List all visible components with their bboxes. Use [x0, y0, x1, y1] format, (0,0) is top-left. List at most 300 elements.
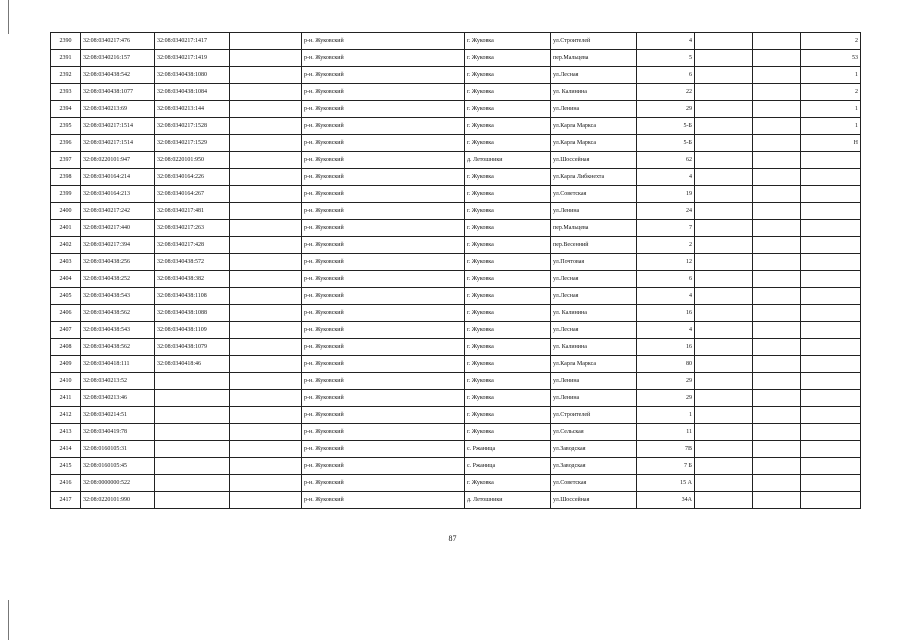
cadastral-number-cell: 32:08:0340438:562: [81, 339, 155, 356]
cadastral-number-cell: 32:08:0340438:543: [81, 288, 155, 305]
related-cadastral-number-cell: 32:08:0340438:1084: [155, 84, 230, 101]
scan-edge-mark-top: [8, 0, 9, 34]
empty-cell: [753, 424, 801, 441]
house-number-cell: 22: [637, 84, 695, 101]
apartment-number-cell: [801, 220, 861, 237]
street-cell: ул.Лесная: [551, 288, 637, 305]
street-cell: ул.Советская: [551, 186, 637, 203]
apartment-number-cell: [801, 407, 861, 424]
empty-cell: [695, 101, 753, 118]
house-number-cell: 16: [637, 305, 695, 322]
empty-cell: [753, 271, 801, 288]
cadastral-number-cell: 32:08:0340214:51: [81, 407, 155, 424]
street-cell: ул.Карла Маркса: [551, 135, 637, 152]
row-number-cell: 2406: [51, 305, 81, 322]
empty-cell: [230, 424, 302, 441]
empty-cell: [230, 254, 302, 271]
related-cadastral-number-cell: [155, 407, 230, 424]
cadastral-number-cell: 32:08:0340438:252: [81, 271, 155, 288]
apartment-number-cell: 53: [801, 50, 861, 67]
street-cell: ул. Калинина: [551, 84, 637, 101]
cadastral-number-cell: 32:08:0340438:542: [81, 67, 155, 84]
house-number-cell: 6: [637, 67, 695, 84]
district-cell: р-н. Жуковский: [302, 152, 465, 169]
row-number-cell: 2417: [51, 492, 81, 509]
district-cell: р-н. Жуковский: [302, 220, 465, 237]
empty-cell: [230, 475, 302, 492]
table-row: [51, 118, 861, 135]
empty-cell: [695, 339, 753, 356]
empty-cell: [230, 237, 302, 254]
settlement-cell: г. Жуковка: [465, 475, 551, 492]
empty-cell: [753, 390, 801, 407]
settlement-cell: г. Жуковка: [465, 254, 551, 271]
empty-cell: [753, 135, 801, 152]
table-row: [51, 441, 861, 458]
empty-cell: [230, 339, 302, 356]
empty-cell: [695, 118, 753, 135]
table-row: [51, 67, 861, 84]
apartment-number-cell: [801, 254, 861, 271]
house-number-cell: 5-Б: [637, 118, 695, 135]
row-number-cell: 2401: [51, 220, 81, 237]
cadastral-number-cell: 32:08:0340438:1077: [81, 84, 155, 101]
house-number-cell: 29: [637, 373, 695, 390]
apartment-number-cell: [801, 492, 861, 509]
settlement-cell: г. Жуковка: [465, 33, 551, 50]
settlement-cell: г. Жуковка: [465, 288, 551, 305]
street-cell: ул.Шоссейная: [551, 152, 637, 169]
empty-cell: [753, 220, 801, 237]
table-row: [51, 339, 861, 356]
district-cell: р-н. Жуковский: [302, 271, 465, 288]
row-number-cell: 2412: [51, 407, 81, 424]
cadastral-number-cell: 32:08:0340217:440: [81, 220, 155, 237]
cadastral-number-cell: 32:08:0340217:394: [81, 237, 155, 254]
scan-edge-mark-bottom: [8, 600, 9, 640]
empty-cell: [230, 50, 302, 67]
apartment-number-cell: [801, 186, 861, 203]
empty-cell: [753, 441, 801, 458]
cadastral-number-cell: 32:08:0340217:1514: [81, 135, 155, 152]
related-cadastral-number-cell: 32:08:0340217:1529: [155, 135, 230, 152]
row-number-cell: 2398: [51, 169, 81, 186]
street-cell: ул.Лесная: [551, 67, 637, 84]
empty-cell: [753, 356, 801, 373]
registry-table: [50, 32, 861, 509]
settlement-cell: г. Жуковка: [465, 118, 551, 135]
street-cell: ул.Лесная: [551, 322, 637, 339]
row-number-cell: 2416: [51, 475, 81, 492]
table-row: [51, 288, 861, 305]
empty-cell: [753, 288, 801, 305]
district-cell: р-н. Жуковский: [302, 135, 465, 152]
related-cadastral-number-cell: 32:08:0340438:1088: [155, 305, 230, 322]
empty-cell: [753, 50, 801, 67]
row-number-cell: 2409: [51, 356, 81, 373]
apartment-number-cell: [801, 169, 861, 186]
cadastral-number-cell: 32:08:0340217:476: [81, 33, 155, 50]
empty-cell: [230, 135, 302, 152]
empty-cell: [230, 441, 302, 458]
cadastral-number-cell: 32:08:0340419:78: [81, 424, 155, 441]
table-row: [51, 356, 861, 373]
cadastral-number-cell: 32:08:0340164:214: [81, 169, 155, 186]
settlement-cell: г. Жуковка: [465, 101, 551, 118]
house-number-cell: 19: [637, 186, 695, 203]
empty-cell: [695, 84, 753, 101]
row-number-cell: 2394: [51, 101, 81, 118]
empty-cell: [695, 356, 753, 373]
settlement-cell: г. Жуковка: [465, 67, 551, 84]
empty-cell: [695, 390, 753, 407]
related-cadastral-number-cell: [155, 373, 230, 390]
related-cadastral-number-cell: 32:08:0340217:481: [155, 203, 230, 220]
district-cell: р-н. Жуковский: [302, 254, 465, 271]
empty-cell: [695, 492, 753, 509]
district-cell: р-н. Жуковский: [302, 50, 465, 67]
district-cell: р-н. Жуковский: [302, 118, 465, 135]
apartment-number-cell: [801, 203, 861, 220]
house-number-cell: 12: [637, 254, 695, 271]
row-number-cell: 2397: [51, 152, 81, 169]
table-row: [51, 186, 861, 203]
empty-cell: [753, 339, 801, 356]
apartment-number-cell: [801, 237, 861, 254]
settlement-cell: г. Жуковка: [465, 50, 551, 67]
row-number-cell: 2413: [51, 424, 81, 441]
cadastral-number-cell: 32:08:0340418:111: [81, 356, 155, 373]
empty-cell: [230, 305, 302, 322]
street-cell: ул.Карла Маркса: [551, 118, 637, 135]
settlement-cell: г. Жуковка: [465, 169, 551, 186]
empty-cell: [753, 458, 801, 475]
table-row: [51, 254, 861, 271]
apartment-number-cell: [801, 322, 861, 339]
street-cell: ул.Карла Маркса: [551, 356, 637, 373]
house-number-cell: 5: [637, 50, 695, 67]
empty-cell: [230, 84, 302, 101]
related-cadastral-number-cell: 32:08:0340217:1528: [155, 118, 230, 135]
settlement-cell: д. Летошники: [465, 152, 551, 169]
apartment-number-cell: [801, 441, 861, 458]
empty-cell: [695, 441, 753, 458]
table-row: [51, 84, 861, 101]
empty-cell: [230, 33, 302, 50]
related-cadastral-number-cell: 32:08:0340217:428: [155, 237, 230, 254]
empty-cell: [753, 203, 801, 220]
settlement-cell: г. Жуковка: [465, 339, 551, 356]
empty-cell: [230, 101, 302, 118]
table-row: [51, 152, 861, 169]
empty-cell: [753, 407, 801, 424]
registry-table-body: [51, 33, 861, 509]
district-cell: р-н. Жуковский: [302, 424, 465, 441]
related-cadastral-number-cell: 32:08:0340217:263: [155, 220, 230, 237]
district-cell: р-н. Жуковский: [302, 441, 465, 458]
empty-cell: [695, 271, 753, 288]
related-cadastral-number-cell: 32:08:0340438:1108: [155, 288, 230, 305]
row-number-cell: 2407: [51, 322, 81, 339]
related-cadastral-number-cell: 32:08:0340438:1109: [155, 322, 230, 339]
house-number-cell: 7В: [637, 441, 695, 458]
district-cell: р-н. Жуковский: [302, 339, 465, 356]
empty-cell: [753, 33, 801, 50]
empty-cell: [230, 220, 302, 237]
settlement-cell: г. Жуковка: [465, 220, 551, 237]
row-number-cell: 2390: [51, 33, 81, 50]
empty-cell: [695, 475, 753, 492]
district-cell: р-н. Жуковский: [302, 390, 465, 407]
street-cell: ул.Ленина: [551, 390, 637, 407]
empty-cell: [695, 305, 753, 322]
empty-cell: [230, 373, 302, 390]
row-number-cell: 2408: [51, 339, 81, 356]
house-number-cell: 6: [637, 271, 695, 288]
table-row: [51, 33, 861, 50]
settlement-cell: д. Летошники: [465, 492, 551, 509]
apartment-number-cell: [801, 390, 861, 407]
street-cell: ул.Сельская: [551, 424, 637, 441]
empty-cell: [753, 152, 801, 169]
street-cell: пер.Мальцева: [551, 50, 637, 67]
row-number-cell: 2403: [51, 254, 81, 271]
empty-cell: [695, 373, 753, 390]
settlement-cell: г. Жуковка: [465, 237, 551, 254]
apartment-number-cell: [801, 305, 861, 322]
related-cadastral-number-cell: 32:08:0340418:46: [155, 356, 230, 373]
related-cadastral-number-cell: 32:08:0340438:382: [155, 271, 230, 288]
related-cadastral-number-cell: 32:08:0340164:226: [155, 169, 230, 186]
row-number-cell: 2392: [51, 67, 81, 84]
settlement-cell: г. Жуковка: [465, 424, 551, 441]
row-number-cell: 2400: [51, 203, 81, 220]
empty-cell: [753, 84, 801, 101]
apartment-number-cell: [801, 152, 861, 169]
settlement-cell: с. Ржаница: [465, 458, 551, 475]
related-cadastral-number-cell: 32:08:0340438:1080: [155, 67, 230, 84]
cadastral-number-cell: 32:08:0340213:46: [81, 390, 155, 407]
house-number-cell: 29: [637, 101, 695, 118]
house-number-cell: 2: [637, 237, 695, 254]
empty-cell: [230, 152, 302, 169]
street-cell: ул.Строителей: [551, 33, 637, 50]
house-number-cell: 4: [637, 33, 695, 50]
apartment-number-cell: Н: [801, 135, 861, 152]
street-cell: ул. Калинина: [551, 305, 637, 322]
house-number-cell: 7: [637, 220, 695, 237]
table-row: [51, 373, 861, 390]
table-row: [51, 458, 861, 475]
settlement-cell: с. Ржаница: [465, 441, 551, 458]
apartment-number-cell: [801, 356, 861, 373]
empty-cell: [695, 169, 753, 186]
table-row: [51, 135, 861, 152]
empty-cell: [753, 186, 801, 203]
table-row: [51, 50, 861, 67]
house-number-cell: 29: [637, 390, 695, 407]
table-row: [51, 237, 861, 254]
cadastral-number-cell: 32:08:0340438:543: [81, 322, 155, 339]
related-cadastral-number-cell: [155, 424, 230, 441]
cadastral-number-cell: 32:08:0220101:990: [81, 492, 155, 509]
empty-cell: [230, 390, 302, 407]
settlement-cell: г. Жуковка: [465, 305, 551, 322]
related-cadastral-number-cell: 32:08:0340213:144: [155, 101, 230, 118]
cadastral-number-cell: 32:08:0000000:522: [81, 475, 155, 492]
table-row: [51, 322, 861, 339]
district-cell: р-н. Жуковский: [302, 84, 465, 101]
row-number-cell: 2399: [51, 186, 81, 203]
empty-cell: [695, 237, 753, 254]
row-number-cell: 2415: [51, 458, 81, 475]
district-cell: р-н. Жуковский: [302, 237, 465, 254]
related-cadastral-number-cell: 32:08:0340438:1079: [155, 339, 230, 356]
cadastral-number-cell: 32:08:0220101:947: [81, 152, 155, 169]
related-cadastral-number-cell: [155, 458, 230, 475]
table-row: [51, 271, 861, 288]
empty-cell: [753, 373, 801, 390]
house-number-cell: 62: [637, 152, 695, 169]
table-row: [51, 203, 861, 220]
row-number-cell: 2410: [51, 373, 81, 390]
empty-cell: [753, 492, 801, 509]
empty-cell: [753, 254, 801, 271]
empty-cell: [753, 118, 801, 135]
empty-cell: [230, 169, 302, 186]
row-number-cell: 2395: [51, 118, 81, 135]
district-cell: р-н. Жуковский: [302, 458, 465, 475]
district-cell: р-н. Жуковский: [302, 288, 465, 305]
row-number-cell: 2396: [51, 135, 81, 152]
empty-cell: [230, 407, 302, 424]
apartment-number-cell: 1: [801, 118, 861, 135]
empty-cell: [230, 356, 302, 373]
street-cell: ул.Шоссейная: [551, 492, 637, 509]
apartment-number-cell: [801, 458, 861, 475]
street-cell: ул.Заводская: [551, 458, 637, 475]
row-number-cell: 2402: [51, 237, 81, 254]
empty-cell: [695, 322, 753, 339]
page-number: 87: [448, 534, 457, 543]
house-number-cell: 1: [637, 407, 695, 424]
district-cell: р-н. Жуковский: [302, 169, 465, 186]
table-row: [51, 407, 861, 424]
empty-cell: [753, 237, 801, 254]
empty-cell: [695, 50, 753, 67]
house-number-cell: 34А: [637, 492, 695, 509]
settlement-cell: г. Жуковка: [465, 271, 551, 288]
empty-cell: [695, 186, 753, 203]
settlement-cell: г. Жуковка: [465, 407, 551, 424]
empty-cell: [753, 475, 801, 492]
related-cadastral-number-cell: [155, 492, 230, 509]
apartment-number-cell: [801, 271, 861, 288]
apartment-number-cell: 2: [801, 33, 861, 50]
empty-cell: [753, 101, 801, 118]
empty-cell: [230, 271, 302, 288]
apartment-number-cell: 1: [801, 67, 861, 84]
empty-cell: [753, 305, 801, 322]
house-number-cell: 80: [637, 356, 695, 373]
empty-cell: [695, 135, 753, 152]
row-number-cell: 2414: [51, 441, 81, 458]
street-cell: ул.Почтовая: [551, 254, 637, 271]
district-cell: р-н. Жуковский: [302, 203, 465, 220]
house-number-cell: 4: [637, 322, 695, 339]
cadastral-number-cell: 32:08:0340216:157: [81, 50, 155, 67]
cadastral-number-cell: 32:08:0160105:45: [81, 458, 155, 475]
empty-cell: [753, 322, 801, 339]
street-cell: ул.Ленина: [551, 373, 637, 390]
street-cell: пер.Мальцева: [551, 220, 637, 237]
empty-cell: [695, 424, 753, 441]
cadastral-number-cell: 32:08:0340217:242: [81, 203, 155, 220]
related-cadastral-number-cell: 32:08:0340217:1419: [155, 50, 230, 67]
related-cadastral-number-cell: 32:08:0340438:572: [155, 254, 230, 271]
table-row: [51, 101, 861, 118]
empty-cell: [230, 458, 302, 475]
empty-cell: [230, 492, 302, 509]
settlement-cell: г. Жуковка: [465, 135, 551, 152]
street-cell: пер.Весенний: [551, 237, 637, 254]
district-cell: р-н. Жуковский: [302, 356, 465, 373]
table-row: [51, 492, 861, 509]
row-number-cell: 2404: [51, 271, 81, 288]
cadastral-number-cell: 32:08:0340164:213: [81, 186, 155, 203]
district-cell: р-н. Жуковский: [302, 67, 465, 84]
related-cadastral-number-cell: 32:08:0220101:950: [155, 152, 230, 169]
empty-cell: [695, 288, 753, 305]
street-cell: ул.Ленина: [551, 101, 637, 118]
empty-cell: [753, 67, 801, 84]
empty-cell: [695, 458, 753, 475]
empty-cell: [230, 203, 302, 220]
street-cell: ул.Строителей: [551, 407, 637, 424]
district-cell: р-н. Жуковский: [302, 101, 465, 118]
settlement-cell: г. Жуковка: [465, 373, 551, 390]
cadastral-number-cell: 32:08:0340213:69: [81, 101, 155, 118]
empty-cell: [230, 288, 302, 305]
street-cell: ул.Карла Либкнехта: [551, 169, 637, 186]
settlement-cell: г. Жуковка: [465, 356, 551, 373]
empty-cell: [753, 169, 801, 186]
district-cell: р-н. Жуковский: [302, 407, 465, 424]
table-row: [51, 305, 861, 322]
house-number-cell: 4: [637, 169, 695, 186]
house-number-cell: 24: [637, 203, 695, 220]
house-number-cell: 15 А: [637, 475, 695, 492]
apartment-number-cell: [801, 288, 861, 305]
district-cell: р-н. Жуковский: [302, 492, 465, 509]
empty-cell: [695, 67, 753, 84]
empty-cell: [230, 322, 302, 339]
apartment-number-cell: [801, 373, 861, 390]
related-cadastral-number-cell: 32:08:0340164:267: [155, 186, 230, 203]
apartment-number-cell: 1: [801, 101, 861, 118]
row-number-cell: 2393: [51, 84, 81, 101]
district-cell: р-н. Жуковский: [302, 322, 465, 339]
apartment-number-cell: [801, 339, 861, 356]
empty-cell: [230, 118, 302, 135]
empty-cell: [695, 33, 753, 50]
row-number-cell: 2405: [51, 288, 81, 305]
cadastral-number-cell: 32:08:0340438:562: [81, 305, 155, 322]
cadastral-number-cell: 32:08:0340438:256: [81, 254, 155, 271]
empty-cell: [695, 203, 753, 220]
cadastral-number-cell: 32:08:0340213:52: [81, 373, 155, 390]
table-row: [51, 475, 861, 492]
